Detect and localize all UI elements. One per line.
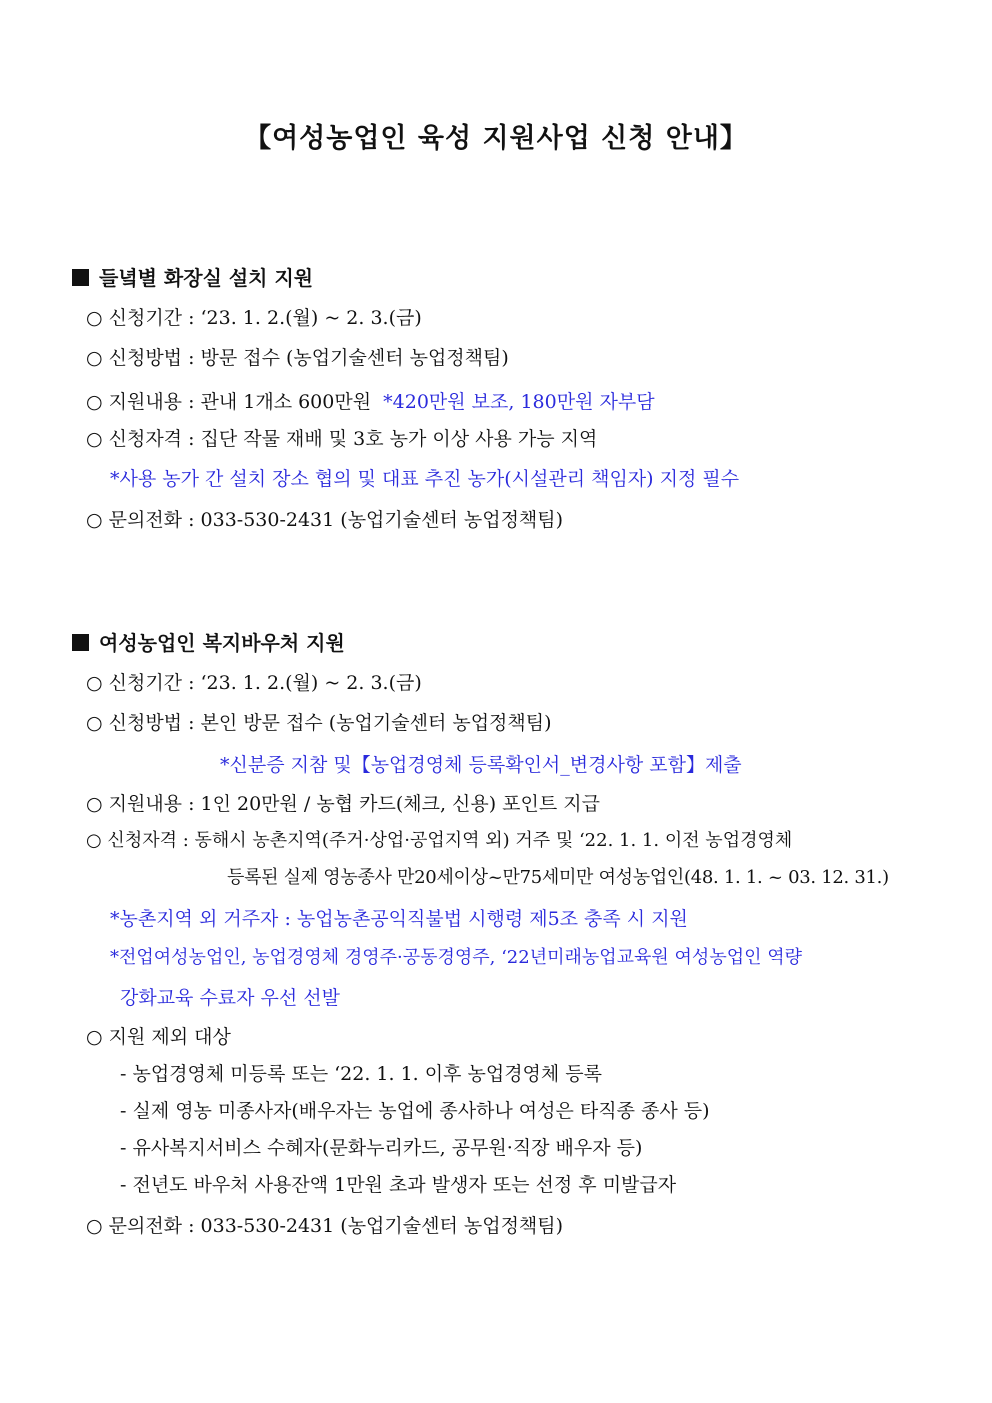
voucher-exclusion-item: - 유사복지서비스 수혜자(문화누리카드, 공무원·직장 배우자 등) [120,1137,643,1159]
square-bullet-icon [72,634,89,651]
voucher-method-note: *신분증 지참 및【농업경영체 등록확인서_변경사항 포함】제출 [220,754,742,776]
restroom-period: ○ 신청기간 : ‘23. 1. 2.(월) ~ 2. 3.(금) [86,307,422,329]
square-bullet-icon [72,269,89,286]
section-heading-restroom [72,262,313,291]
restroom-phone: ○ 문의전화 : 033-530-2431 (농업기술센터 농업정책팀) [86,509,564,531]
voucher-note-priority-line2: 강화교육 수료자 우선 선발 [120,987,341,1009]
voucher-exclusion-item: - 농업경영체 미등록 또는 ‘22. 1. 1. 이후 농업경영체 등록 [120,1063,603,1085]
restroom-eligibility-note: *사용 농가 간 설치 장소 협의 및 대표 추진 농가(시설관리 책임자) 지정 필수 [110,468,740,490]
restroom-content-text: ○ 지원내용 : 관내 1개소 600만원 [86,391,372,413]
voucher-content: ○ 지원내용 : 1인 20만원 / 농협 카드(체크, 신용) 포인트 지급 [86,793,600,815]
voucher-exclusion-item: - 전년도 바우처 사용잔액 1만원 초과 발생자 또는 선정 후 미발급자 [120,1174,677,1196]
section-heading-text: 여성농업인 복지바우처 지원 [99,631,345,655]
restroom-eligibility: ○ 신청자격 : 집단 작물 재배 및 3호 농가 이상 사용 가능 지역 [86,428,598,450]
voucher-method: ○ 신청방법 : 본인 방문 접수 (농업기술센터 농업정책팀) [86,712,552,734]
page-title: 【여성농업인 육성 지원사업 신청 안내】 [244,123,748,154]
voucher-eligibility-line2: 등록된 실제 영농종사 만20세이상~만75세미만 여성농업인(48. 1. 1. ~ 03. 12. 31.) [227,867,889,888]
voucher-phone: ○ 문의전화 : 033-530-2431 (농업기술센터 농업정책팀) [86,1215,564,1237]
section-heading-voucher [72,627,345,656]
restroom-content-note: *420만원 보조, 180만원 자부담 [383,391,655,413]
voucher-period: ○ 신청기간 : ‘23. 1. 2.(월) ~ 2. 3.(금) [86,672,422,694]
voucher-note-rural: *농촌지역 외 거주자 : 농업농촌공익직불법 시행령 제5조 충족 시 지원 [110,908,688,930]
voucher-note-priority-line1: *전업여성농업인, 농업경영체 경영주·공동경영주, ‘22년미래농업교육원 여성농업인 역량 [110,947,802,968]
restroom-method: ○ 신청방법 : 방문 접수 (농업기술센터 농업정책팀) [86,347,509,369]
section-heading-text: 들녘별 화장실 설치 지원 [99,266,314,290]
restroom-content [86,390,655,414]
voucher-exclusion-heading: ○ 지원 제외 대상 [86,1026,231,1048]
voucher-eligibility-line1: ○ 신청자격 : 동해시 농촌지역(주거·상업·공업지역 외) 거주 및 ‘22. 1. 1. 이전 농업경영체 [86,830,793,851]
voucher-exclusion-item: - 실제 영농 미종사자(배우자는 농업에 종사하나 여성은 타직종 종사 등) [120,1100,710,1122]
